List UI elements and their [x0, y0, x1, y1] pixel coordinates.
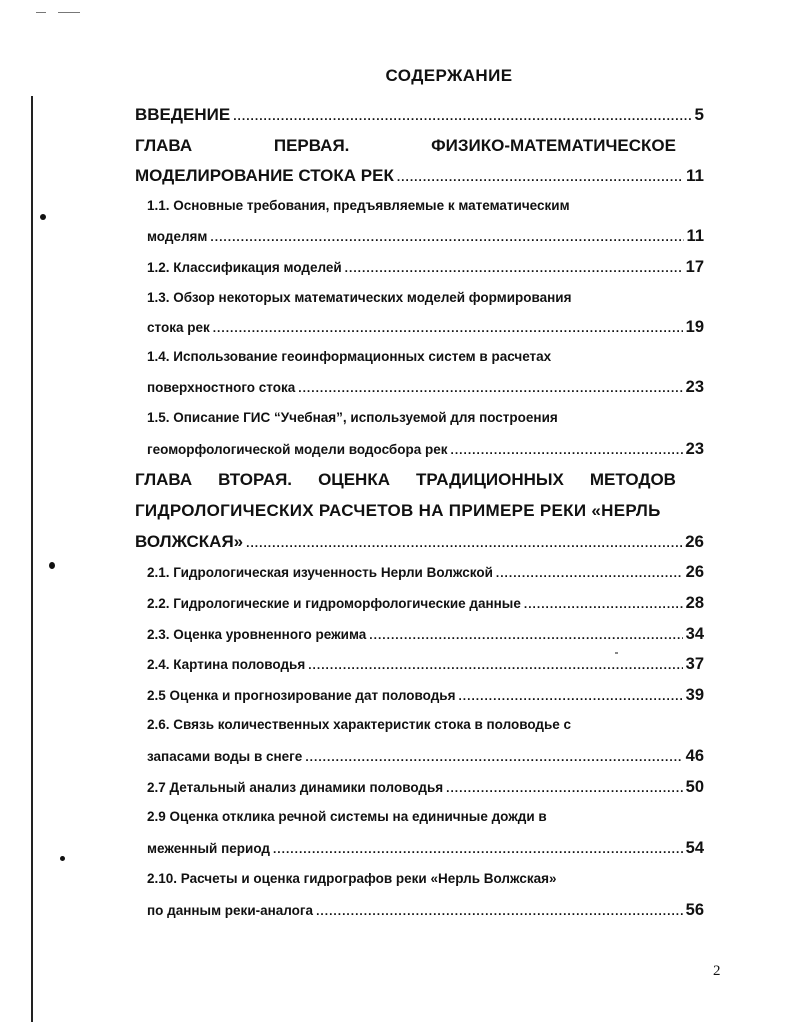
toc-entry-title: ВОЛЖСКАЯ» — [135, 532, 244, 551]
toc-entry-1-3[interactable] — [147, 318, 704, 337]
page-title: СОДЕРЖАНИЕ — [385, 66, 513, 85]
heading-word: ГЛАВА — [135, 136, 193, 155]
scan-mark — [36, 12, 46, 13]
heading-line: ГИДРОЛОГИЧЕСКИХ РАСЧЕТОВ НА ПРИМЕРЕ РЕКИ «НЕРЛЬ — [135, 501, 661, 520]
toc-entry-2-4[interactable] — [147, 655, 704, 674]
toc-entry-2-6[interactable] — [147, 747, 704, 766]
toc-entry-title: запасами воды в снеге — [147, 749, 303, 764]
heading-word: ОЦЕНКА — [318, 470, 390, 489]
toc-entry-title: МОДЕЛИРОВАНИЕ СТОКА РЕК — [135, 166, 394, 185]
scan-speck — [40, 214, 46, 220]
scan-mark — [58, 12, 80, 13]
dot-leader — [233, 109, 691, 123]
toc-page-number: 26 — [685, 563, 704, 581]
toc-entry-1-2[interactable] — [147, 258, 704, 277]
toc-entry-title: ВВЕДЕНИЕ — [135, 105, 231, 124]
heading-word: ВТОРАЯ. — [218, 470, 293, 489]
toc-entry-title: моделям — [147, 229, 208, 244]
heading-word: ГЛАВА — [135, 470, 193, 489]
toc-entry-2-7[interactable] — [147, 778, 704, 797]
dot-leader — [345, 261, 683, 275]
dot-leader — [458, 689, 682, 703]
heading-word: ПЕРВАЯ. — [273, 136, 350, 155]
toc-page-number: 39 — [685, 686, 704, 704]
toc-entry-title: стока рек — [147, 320, 210, 335]
toc-entry-1-4-line1[interactable]: 1.4. Использование геоинформационных систем в расчетах — [147, 349, 552, 364]
dot-leader — [524, 597, 683, 611]
dot-leader — [369, 628, 682, 642]
dot-leader — [451, 443, 683, 457]
toc-entry-title: поверхностного стока — [147, 380, 296, 395]
toc-entry-2-9[interactable] — [147, 839, 704, 858]
toc-entry-1-4[interactable] — [147, 378, 704, 397]
toc-chapter-2-line2[interactable] — [135, 501, 676, 521]
toc-page-number: 46 — [685, 747, 704, 765]
scan-speck — [60, 856, 65, 861]
toc-entry-2-10-line1[interactable]: 2.10. Расчеты и оценка гидрографов реки «Нерль Волжская» — [147, 871, 557, 886]
dot-leader — [298, 381, 682, 395]
toc-page-number: 56 — [685, 901, 704, 919]
dot-leader — [246, 536, 682, 550]
toc-entry-title: 2.4. Картина половодья — [147, 657, 306, 672]
dot-leader — [446, 781, 683, 795]
toc-page-number: 23 — [685, 440, 704, 458]
heading-word: МЕТОДОВ — [589, 470, 676, 489]
toc-chapter-2-heading[interactable] — [135, 470, 676, 490]
toc-page-number: 28 — [685, 594, 704, 612]
toc-entry-title: 2.5 Оценка и прогнозирование дат половодья — [147, 688, 456, 703]
toc-entry-2-2[interactable] — [147, 594, 704, 613]
toc-entry-1-1[interactable] — [147, 227, 704, 246]
toc-chapter-1-heading[interactable] — [135, 136, 676, 156]
toc-page-number: 11 — [686, 166, 704, 185]
toc-entry-title: 1.2. Классификация моделей — [147, 260, 342, 275]
heading-word: ФИЗИКО-МАТЕМАТИЧЕСКОЕ — [431, 136, 676, 155]
dot-leader — [210, 230, 683, 244]
toc-entry-title: по данным реки-аналога — [147, 903, 314, 918]
toc-entry-1-1-line1[interactable]: 1.1. Основные требования, предъявляемые к математическим — [147, 198, 570, 213]
toc-entry-title: меженный период — [147, 841, 270, 856]
toc-entry-title: 2.2. Гидрологические и гидроморфологические данные — [147, 596, 521, 611]
toc-page-number: 23 — [685, 378, 704, 396]
scan-speck — [615, 652, 618, 654]
toc-page-number: 19 — [685, 318, 704, 336]
dot-leader — [496, 566, 683, 580]
scan-speck — [49, 562, 55, 569]
toc-entry-1-5-line1[interactable]: 1.5. Описание ГИС “Учебная”, используемой для построения — [147, 410, 558, 425]
toc-entry-2-6-line1[interactable]: 2.6. Связь количественных характеристик стока в половодье с — [147, 717, 572, 732]
toc-page-number: 34 — [685, 625, 704, 643]
toc-entry-2-9-line1[interactable]: 2.9 Оценка отклика речной системы на единичные дожди в — [147, 809, 547, 824]
toc-entry-title: 2.7 Детальный анализ динамики половодья — [147, 780, 444, 795]
toc-page-number: 26 — [685, 532, 704, 551]
page-number: 2 — [713, 963, 721, 979]
toc-entry-2-3[interactable] — [147, 625, 704, 644]
toc-page-number: 50 — [685, 778, 704, 796]
toc-entry-2-1[interactable] — [147, 563, 704, 582]
toc-entry-title: 2.3. Оценка уровненного режима — [147, 627, 367, 642]
toc-entry-2-5[interactable] — [147, 686, 704, 705]
toc-page-number: 17 — [685, 258, 704, 276]
scan-margin-line — [31, 96, 33, 1022]
toc-entry-chapter-2[interactable] — [135, 532, 704, 552]
dot-leader — [305, 750, 682, 764]
toc-page-number: 11 — [686, 227, 704, 245]
toc-entry-1-5[interactable] — [147, 440, 704, 459]
dot-leader — [397, 170, 683, 184]
dot-leader — [273, 842, 683, 856]
toc-entry-1-3-line1[interactable]: 1.3. Обзор некоторых математических моделей формирования — [147, 290, 572, 305]
toc-entry-2-10[interactable] — [147, 901, 704, 920]
toc-entry-title: геоморфологической модели водосбора рек — [147, 442, 448, 457]
dot-leader — [316, 904, 683, 918]
toc-page-number: 37 — [685, 655, 704, 673]
toc-page-number: 54 — [685, 839, 704, 857]
heading-word: ТРАДИЦИОННЫХ — [416, 470, 564, 489]
toc-page-number: 5 — [694, 105, 704, 124]
toc-entry-title: 2.1. Гидрологическая изученность Нерли Волжской — [147, 565, 493, 580]
toc-entry-chapter-1[interactable] — [135, 166, 704, 186]
dot-leader — [308, 658, 682, 672]
toc-entry-intro[interactable] — [135, 105, 704, 125]
dot-leader — [213, 321, 683, 335]
